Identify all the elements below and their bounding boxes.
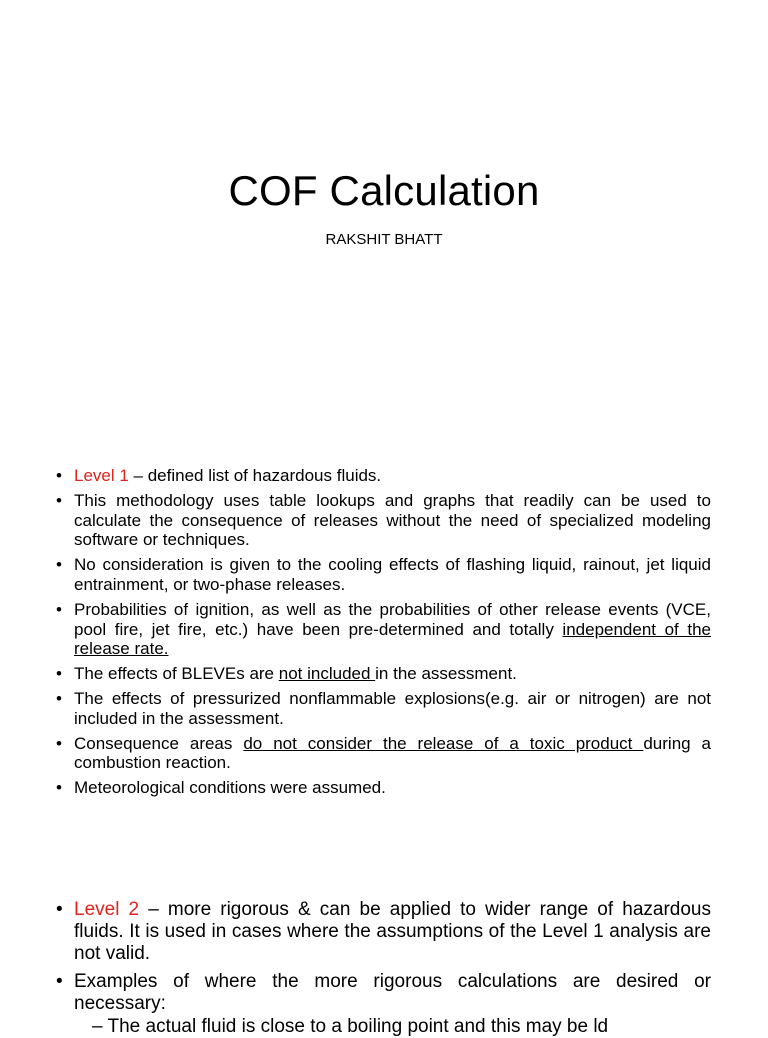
bullet-text: Probabilities of ignition, as well as the probabilities of other release events (VCE, pool fire, jet fire, etc.) have been pre-determined and totally [74,599,711,639]
bullet-item [56,491,711,550]
cut-off-sub-bullet: – The actual fluid is close to a boiling point and this may be ld [92,1016,609,1037]
bullet-text: The effects of BLEVEs are [74,664,279,684]
bullet-item [56,971,711,1015]
bullet-item [56,664,711,684]
bullet-text: in the assessment. [375,664,517,684]
level2-bullet-list [56,899,711,1021]
bullet-text: Consequence areas [74,733,244,753]
bullet-text: Examples of where the more rigorous calculations are desired or necessary: [74,971,711,1014]
bullet-item [56,778,711,798]
bullet-text: during a combustion reaction. [74,733,712,773]
bullet-item [56,689,711,729]
bullet-text: – more rigorous & can be applied to wider range of hazardous fluids. It is used in cases where the assumptions of the Level 1 analysis are not valid. [74,899,711,964]
bullet-text: This methodology uses table lookups and graphs that readily can be used to calculate the consequence of releases without the need of specialized modeling software or techniques. [74,490,711,550]
level-label: Level 1 [74,466,129,485]
bullet-item [56,466,711,486]
bullet-text: No consideration is given to the cooling effects of flashing liquid, rainout, jet liquid entrainment, or two-phase releases. [74,555,711,594]
bullet-text: – defined list of hazardous fluids. [128,466,382,485]
underlined-text: do not consider the release of a toxic product [243,733,644,753]
slide-title: COF Calculation [228,167,540,214]
level-label: Level 2 [74,899,140,920]
slide-author: RAKSHIT BHATT [325,231,443,248]
bullet-item [56,734,711,774]
bullet-text: The effects of pressurized nonflammable explosions(e.g. air or nitrogen) are not included in the assessment. [74,688,711,728]
bullet-item [56,600,711,659]
underlined-text: independent of the release rate. [74,619,711,659]
level1-bullet-list [56,466,711,803]
bullet-item [56,899,711,965]
bullet-item [56,555,711,595]
underlined-text: not included [278,664,376,684]
bullet-text: Meteorological conditions were assumed. [74,778,386,798]
